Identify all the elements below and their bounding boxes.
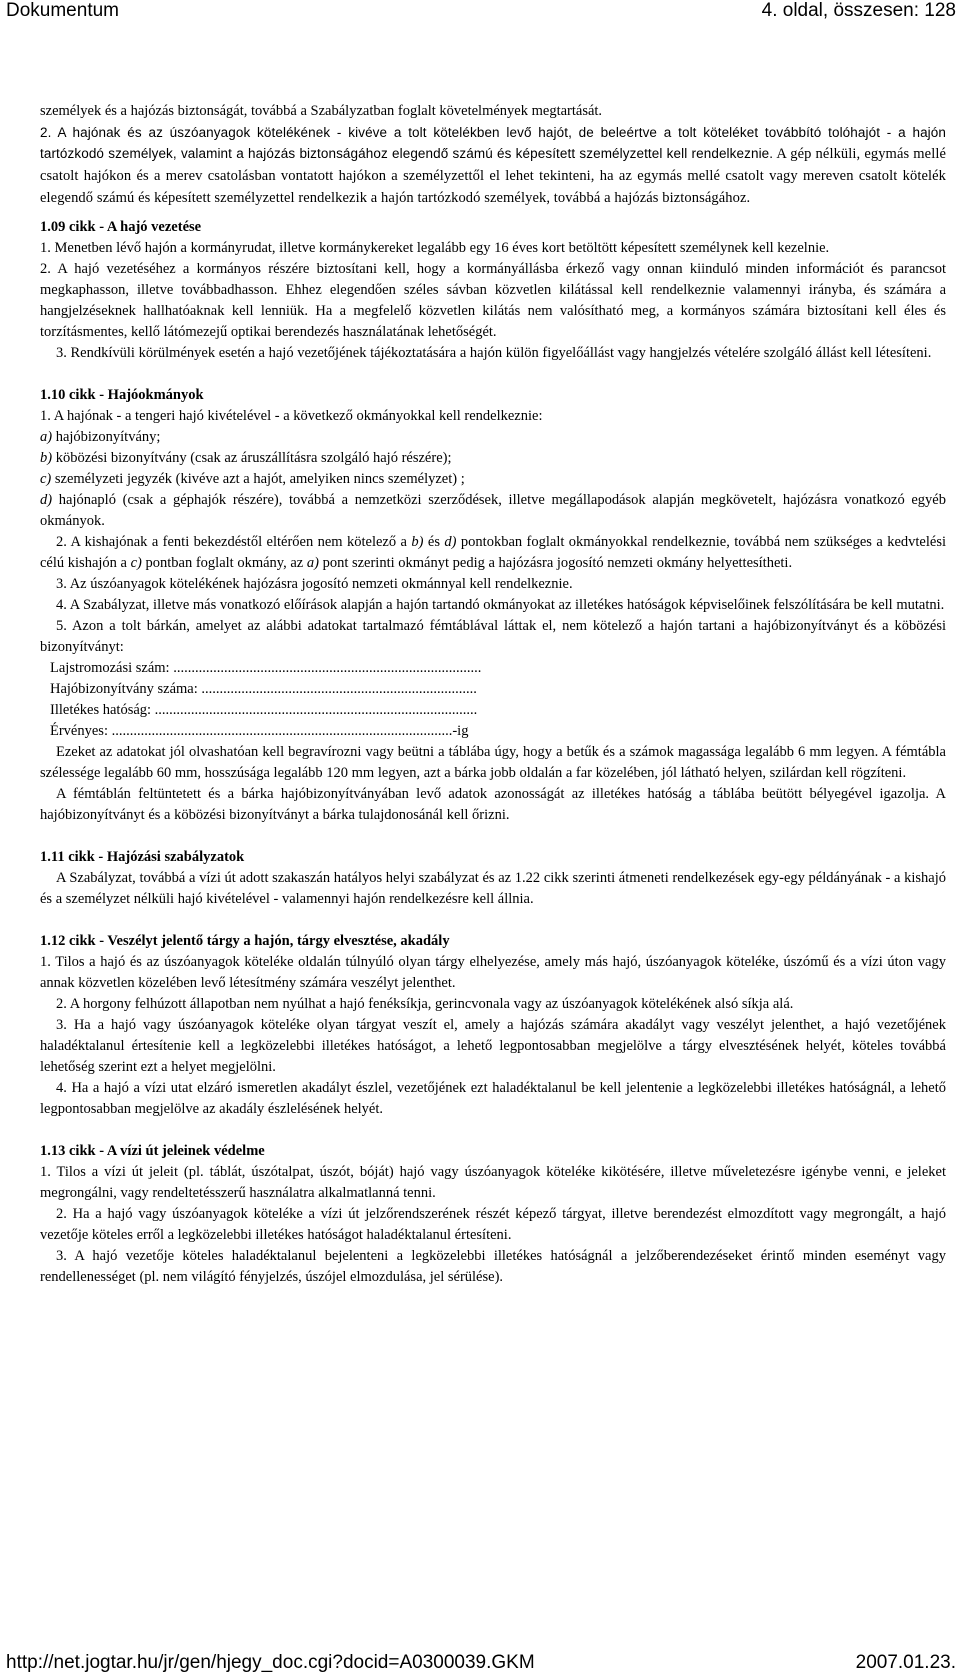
section-title: 1.10 cikk - Hajóokmányok — [40, 387, 204, 403]
form-field-line: Hajóbizonyítvány száma: ............................................................................ — [50, 681, 477, 697]
section-title: 1.13 cikk - A vízi út jeleinek védelme — [40, 1143, 265, 1159]
paragraph: személyek és a hajózás biztonságát, továbbá a Szabályzatban foglalt követelmények megtartását. — [40, 103, 603, 119]
form-field-line: Illetékes hatóság: ......................................................................................... — [50, 702, 478, 718]
paragraph: 4. A Szabályzat, illetve más vonatkozó előírások alapján a hajón tartandó okmányokat az illetékes hatóságok képviselőinek felszólítására be kell mutatni. — [56, 597, 945, 613]
print-date: 2007.01.23. — [855, 1652, 956, 1673]
paragraph: A Szabályzat, továbbá a vízi út adott szakaszán hatályos helyi szabályzat és az 1.22 cikk szerinti átmeneti rendelkezések egy-egy példányának - a kishajó és a személyzet nélküli hajó kivételével - valamennyi hajón rendelkezésre kell állnia. — [40, 870, 946, 907]
section-title: 1.12 cikk - Veszélyt jelentő tárgy a hajón, tárgy elvesztése, akadály — [40, 933, 450, 949]
form-field-line: Lajstromozási szám: ..................................................................................... — [50, 660, 482, 676]
list-item: b) köbözési bizonyítvány (csak az áruszállításra szolgáló hajó részére); — [40, 450, 452, 466]
spacer — [40, 910, 946, 918]
list-item: a) hajóbizonyítvány; — [40, 429, 161, 445]
paragraph: 1. A hajónak - a tengeri hajó kivételével - a következő okmányokkal kell rendelkeznie: — [40, 408, 543, 424]
section-title: 1.09 cikk - A hajó vezetése — [40, 219, 202, 235]
spacer — [40, 826, 946, 834]
paragraph: 3. Az úszóanyagok kötelékének hajózásra jogosító nemzeti okmánnyal kell rendelkeznie. — [56, 576, 573, 592]
paragraph: 2. Ha a hajó vagy úszóanyagok köteléke a vízi út jelzőrendszerének részét képező tárgyat, illetve berendezést elmozdított vagy megrongált, a hajó vezetője köteles erről a legközelebbi illetékes hatóságot haladéktalanul értesíteni. — [40, 1206, 946, 1243]
paragraph: 2. A hajónak és az úszóanyagok kötelékének - kivéve a tolt kötelékben levő hajót, de beleértve a tolt köteléket továbbító tolóhajót - a hajón tartózkodó személyek, valamint a hajózás biztonságához elegendő számú és képesített személyzettel kell rendelkeznie. A gép nélküli, egymás mellé csatolt hajókon és a merev csatolásban vontatott hajókon a személyzettől el lehet tekinteni, ha az egymás mellé csatolt vagy mereven csatolt kötelék elegendő számú és képesített személyzettel rendelkezik a hajón tartózkodó személyek, továbbá a hajózás biztonságához. — [40, 125, 946, 206]
paragraph: 1. Tilos a vízi út jeleit (pl. táblát, úszótalpat, úszót, bóját) hajó vagy úszóanyagok köteléke kikötésére, illetve műveletezésre igénybe venni, e jeleket megrongálni, vagy rendeltetésszerű használatra alkalmatlanná tenni. — [40, 1164, 946, 1201]
document-label: Dokumentum — [6, 0, 119, 21]
paragraph: 3. Ha a hajó vagy úszóanyagok köteléke olyan tárgyat veszít el, amely a hajózás számára akadályt vagy veszélyt jelenthet, a hajó vezetőjének haladéktalanul értesítenie kell a legközelebbi illetékes hatóságot, a lehető legpontosabban megjelölve a tárgy elvesztésének helyét, köteles továbbá lehetőség szerint ezt a helyet megjelölni. — [40, 1017, 946, 1075]
paragraph: 1. Tilos a hajó és az úszóanyagok köteléke oldalán túlnyúló olyan tárgy elhelyezése, amely más hajó, úszóanyagok köteléke, úszómű és a vízi úton vagy annak közvetlen közelében levő létesítmény számára veszélyt jelenthet. — [40, 954, 946, 991]
paragraph: 3. Rendkívüli körülmények esetén a hajó vezetőjének tájékoztatására a hajón külön figyelőállást vagy hangjelzés vételére szolgáló állást kell létesíteni. — [56, 345, 932, 361]
paragraph: A fémtáblán feltüntetett és a bárka hajóbizonyítványában levő adatok azonosságát az illetékes hatóság a táblába beütött bélyegével igazolja. A hajóbizonyítványt és a köbözési bizonyítványt a bárka tulajdonosánál kell őrizni. — [40, 786, 946, 823]
paragraph: 3. A hajó vezetője köteles haladéktalanul bejelenteni a legközelebbi illetékes hatóságnál a jelzőberendezéseket érintő minden eseményt vagy rendellenességet (pl. nem világító fényjelzés, úszójel elmozdulása, jel sérülése). — [40, 1248, 946, 1285]
paragraph: 4. Ha a hajó a vízi utat elzáró ismeretlen akadályt észlel, vezetőjének ezt haladéktalanul be kell jelentenie a legközelebbi illetékes hatóságnál, a lehető legpontosabban megjelölve az akadály észlelésének helyét. — [40, 1080, 946, 1117]
list-item: c) személyzeti jegyzék (kivéve azt a hajót, amelyiken nincs személyzet) ; — [40, 471, 465, 487]
paragraph: 2. A horgony felhúzott állapotban nem nyúlhat a hajó fenéksíkja, gerincvonala vagy az úszóanyagok kötelékének alsó síkja alá. — [56, 996, 794, 1012]
paragraph: Ezeket az adatokat jól olvashatóan kell begravírozni vagy beütni a táblába úgy, hogy a betűk és a számok magassága legalább 6 mm legyen. A fémtábla szélessége legalább 60 mm, hosszúsága legalább 120 mm legyen, azt a bárka jobb oldalán a far közelében, jól látható helyen, szilárdan kell rögzíteni. — [40, 744, 946, 781]
page-counter: 4. oldal, összesen: 128 — [761, 0, 956, 21]
document-body — [40, 101, 946, 1288]
form-field-line: Érvényes: ..............................................................................................-ig — [50, 723, 469, 739]
paragraph: 1. Menetben lévő hajón a kormányrudat, illetve kormánykereket legalább egy 16 éves kort betöltött képesített személynek kell kezelnie. — [40, 240, 830, 256]
section-title: 1.11 cikk - Hajózási szabályzatok — [40, 849, 245, 865]
source-url: http://net.jogtar.hu/jr/gen/hjegy_doc.cgi?docid=A0300039.GKM — [6, 1652, 535, 1673]
paragraph: 5. Azon a tolt bárkán, amelyet az alábbi adatokat tartalmazó fémtáblával láttak el, nem kötelező a hajón tartani a hajóbizonyítványt és a köbözési bizonyítványt: — [40, 618, 946, 655]
paragraph: 2. A hajó vezetéséhez a kormányos részére biztosítani kell, hogy a kormányállásba érkező vagy onnan kiinduló minden információt és parancsot megkaphasson, illetve továbbadhasson. Ehhez elegendően széles sávban közvetlen kilátással kell rendelkeznie valamennyi irányba, és számára a hangjelzéseknek hallhatóaknak kell lenniük. Ha a megfelelő közvetlen kilátás nem valósítható meg, a kormányos számára biztosítani kell éles és torzításmentes, kellő látómezejű optikai berendezés használatának lehetőségét. — [40, 261, 946, 340]
spacer — [40, 1120, 946, 1128]
paragraph: 2. A kishajónak a fenti bekezdéstől eltérően nem kötelező a b) és d) pontokban foglalt okmányokkal rendelkeznie, továbbá nem szükséges a kedvtelési célú kishajón a c) pontban foglalt okmány, az a) pont szerinti okmányt pedig a hajózásra jogosító nemzeti okmány helyettesítheti. — [40, 534, 946, 571]
list-item: d) hajónapló (csak a géphajók részére), továbbá a nemzetközi szerződések, illetve megállapodások alapján megkövetelt, hajózásra vonatkozó egyéb okmányok. — [40, 492, 946, 529]
spacer — [40, 364, 946, 372]
